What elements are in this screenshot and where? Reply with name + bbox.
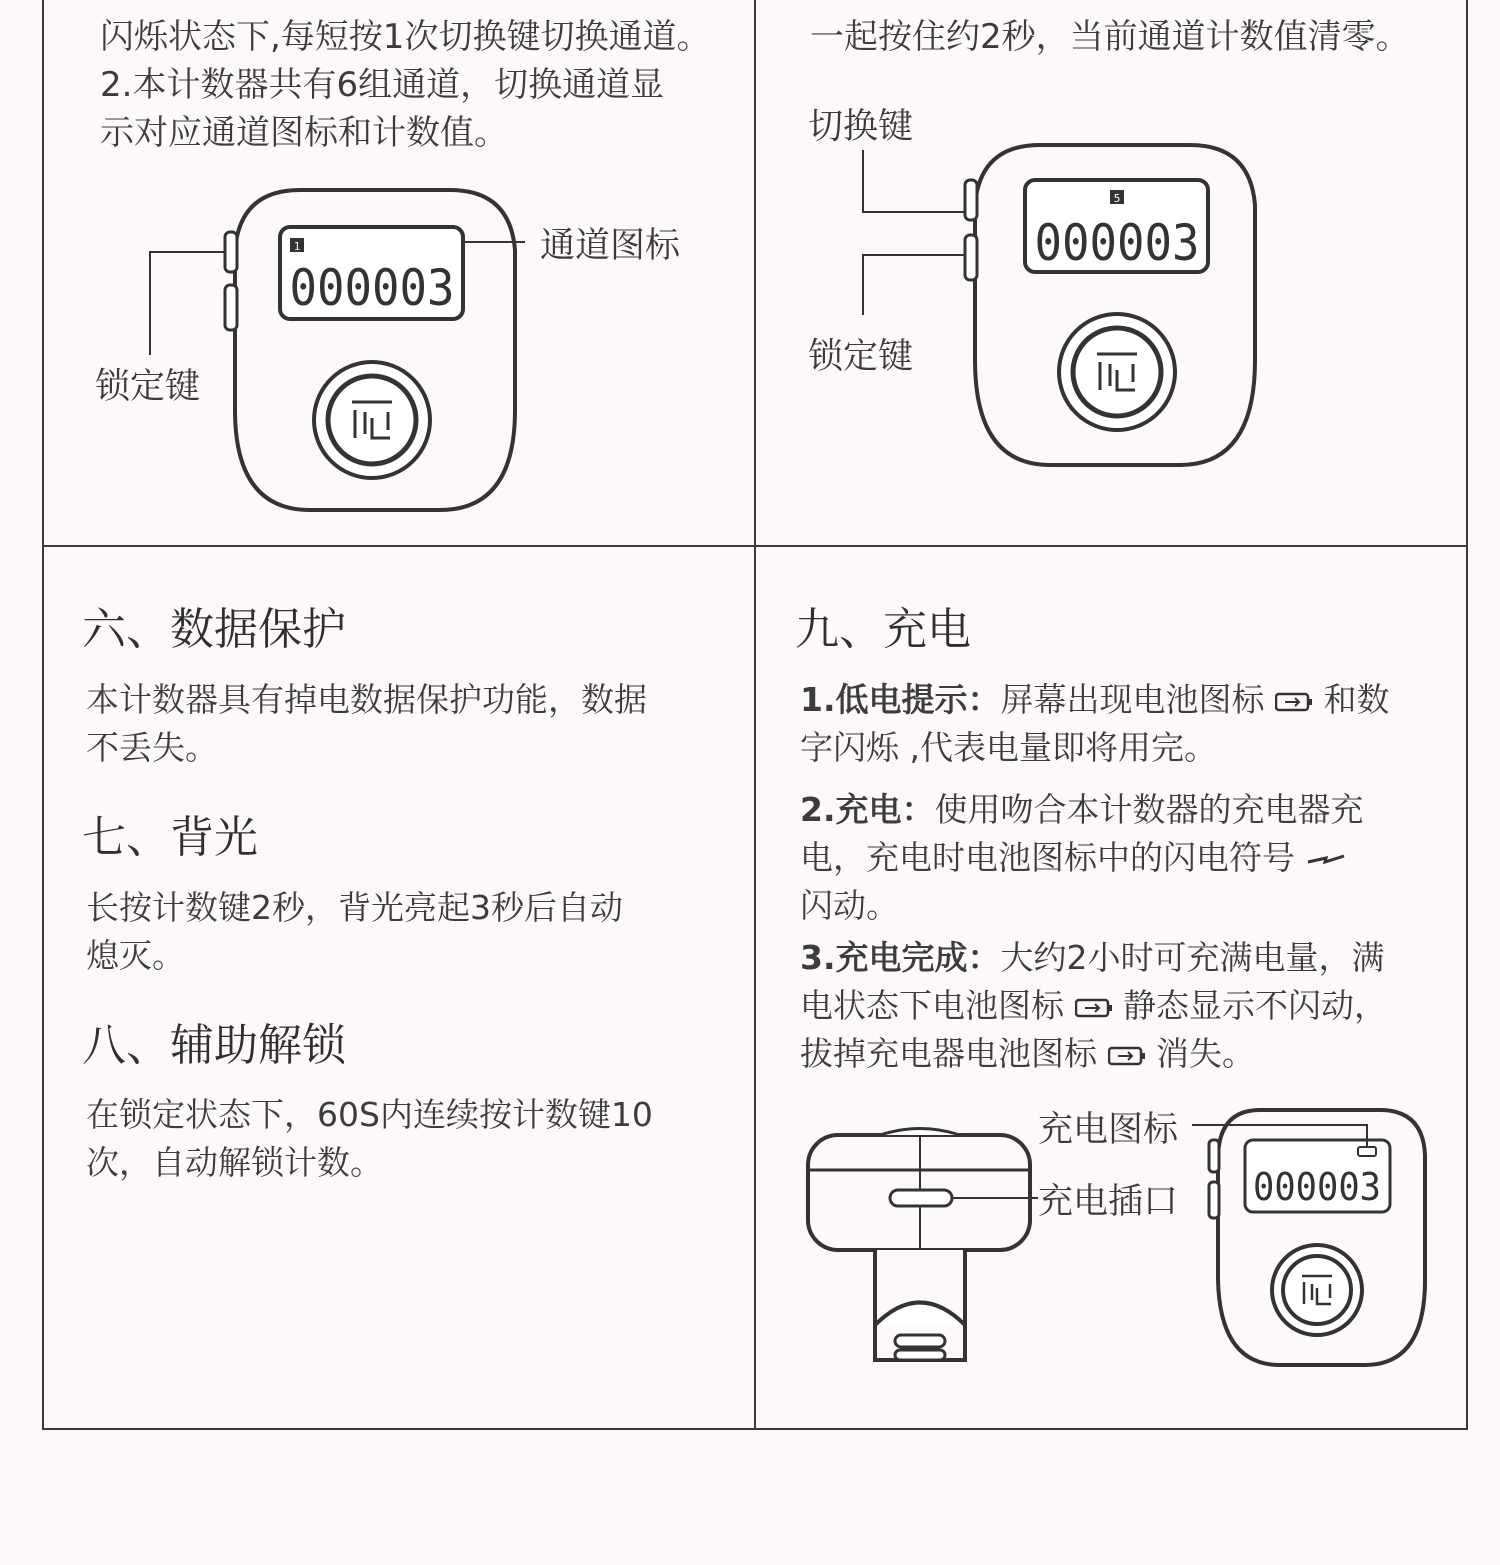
section7-line2: 熄灭。	[86, 936, 185, 975]
p1-tail: 和数	[1323, 680, 1390, 719]
battery-icon	[1275, 692, 1313, 712]
lightning-icon	[1306, 850, 1346, 870]
section9-heading: 九、充电	[795, 604, 971, 655]
battery-icon	[1108, 1046, 1146, 1066]
p1-text: 屏幕出现电池图标	[1000, 680, 1265, 719]
counter-device-icon	[1180, 1100, 1440, 1375]
grid-middle-divider	[42, 545, 1468, 547]
p3-line2a: 电状态下电池图标	[800, 986, 1064, 1025]
display-value: 000003	[1034, 214, 1200, 272]
p3-line3b: 消失。	[1156, 1034, 1255, 1073]
p2-text: 使用吻合本计数器的充电器充	[934, 790, 1364, 829]
section9-p3-line2	[800, 981, 1387, 1031]
label-channel-icon: 通道图标	[540, 226, 681, 266]
section9-p3-line3	[800, 1029, 1255, 1079]
counter-device-icon	[140, 180, 560, 525]
section9-p1-line1	[800, 675, 1390, 725]
grid-right-border	[1466, 0, 1468, 1430]
p3-text: 大约2小时可充满电量，满	[1000, 938, 1385, 977]
section8-heading: 八、辅助解锁	[82, 1020, 346, 1071]
section6-line1: 本计数器具有掉电数据保护功能，数据	[86, 680, 647, 719]
label-charge-icon: 充电图标	[1038, 1110, 1179, 1150]
label-lock-key-left: 锁定键	[95, 367, 201, 407]
display-value: 000003	[1253, 1165, 1381, 1209]
section6-heading: 六、数据保护	[82, 604, 346, 655]
top-right-text-line1: 一起按住约2秒，当前通道计数值清零。	[810, 17, 1410, 57]
grid-center-divider	[754, 0, 756, 1430]
p2-line2-text: 电，充电时电池图标中的闪电符号	[800, 838, 1295, 877]
display-channel: 5	[1113, 192, 1121, 205]
top-left-text-line2: 2.本计数器共有6组通道，切换通道显	[100, 65, 665, 105]
display-channel: 1	[293, 240, 301, 253]
section6-line2: 不丢失。	[86, 728, 218, 767]
top-left-text-line1: 闪烁状态下,每短按1次切换键切换通道。	[100, 17, 711, 57]
label-charge-port: 充电插口	[1038, 1182, 1179, 1222]
counter-device-icon	[860, 140, 1280, 480]
section9-p2-line3: 闪动。	[800, 886, 899, 925]
section9-p2-line1	[800, 785, 1364, 835]
p1-label: 1.低电提示：	[800, 680, 1001, 719]
section9-p3-line1	[800, 933, 1385, 983]
grid-bottom-border	[42, 1428, 1468, 1430]
battery-icon	[1075, 998, 1113, 1018]
p3-line3a: 拔掉充电器电池图标	[800, 1034, 1097, 1073]
top-left-text-line3: 示对应通道图标和计数值。	[100, 113, 508, 153]
section9-p1-line2: 字闪烁 ,代表电量即将用完。	[800, 728, 1217, 767]
counter-side-view-icon	[800, 1120, 1040, 1370]
section8-line2: 次，自动解锁计数。	[86, 1143, 383, 1182]
section7-heading: 七、背光	[82, 812, 258, 863]
p2-label: 2.充电：	[800, 790, 935, 829]
section8-line1: 在锁定状态下，60S内连续按计数键10	[86, 1095, 653, 1134]
p3-label: 3.充电完成：	[800, 938, 1001, 977]
label-lock-key-right: 锁定键	[808, 337, 914, 377]
display-value: 000003	[289, 259, 455, 317]
p3-line2b: 静态显示不闪动，	[1123, 986, 1387, 1025]
section7-line1: 长按计数键2秒，背光亮起3秒后自动	[86, 888, 623, 927]
label-switch-key: 切换键	[808, 107, 914, 147]
section9-p2-line2	[800, 833, 1346, 883]
grid-left-border	[42, 0, 44, 1430]
